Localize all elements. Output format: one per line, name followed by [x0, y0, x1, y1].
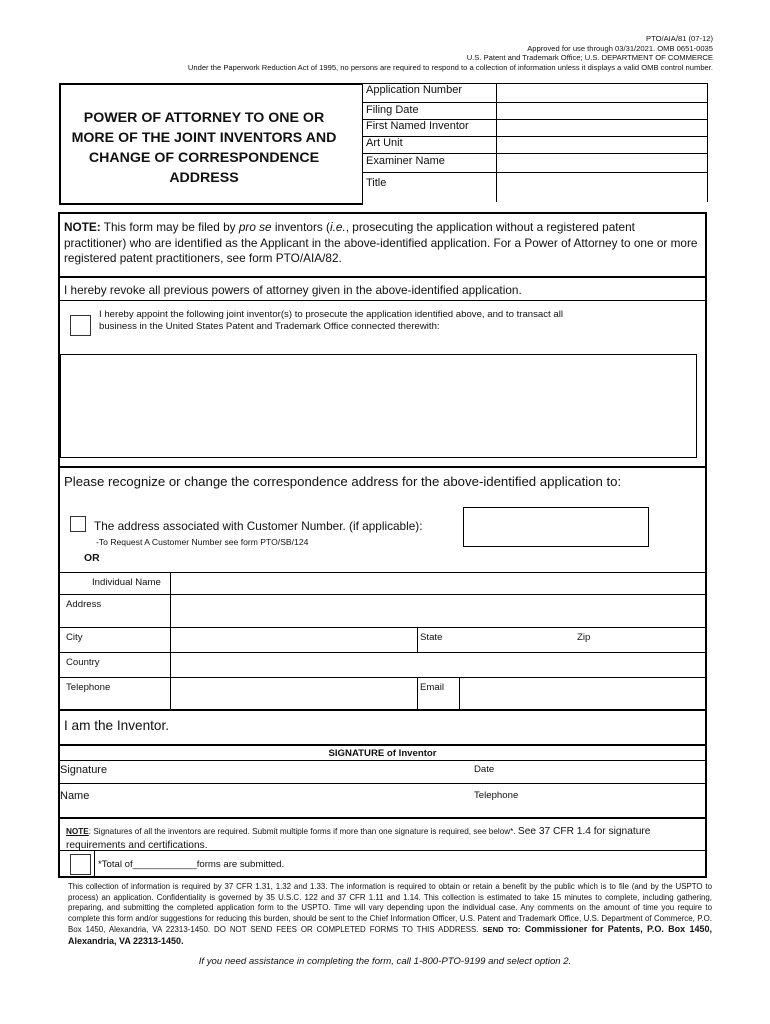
send-to-address: Commissioner for Patents, P.O. Box 1450, Alexandria, VA 22313-1450.: [68, 924, 712, 946]
revoke-statement: I hereby revoke all previous powers of attorney given in the above-identified application.: [64, 283, 522, 297]
divider: [58, 466, 707, 468]
state-label: State: [420, 632, 443, 643]
divider: [58, 850, 707, 851]
name-field[interactable]: [100, 786, 460, 806]
title-bottom-border: [59, 203, 362, 205]
title-top-border: [59, 83, 362, 85]
address-label: Address: [66, 599, 102, 610]
signer-telephone-field[interactable]: [530, 786, 705, 806]
total-forms-checkbox[interactable]: [70, 854, 91, 875]
appoint-checkbox[interactable]: [70, 315, 91, 336]
note-paragraph: NOTE: This form may be filed by pro se inventors (i.e., prosecuting the application without a registered patent practitioner) who are identified as the Applicant in the above-identified application. For a Power of Attorney to one or more registered patent practitioners, see form PTO/AIA/82.: [64, 220, 698, 265]
total-forms-blank[interactable]: ____________: [132, 859, 197, 870]
title-field[interactable]: [497, 173, 706, 202]
paperwork-notice: Under the Paperwork Reduction Act of 1995, no persons are required to respond to a collection of information unless it displays a valid OMB control number.: [187, 62, 713, 72]
telephone-label: Telephone: [66, 682, 111, 693]
total-forms-divider: [94, 850, 95, 877]
signature-heading: SIGNATURE of Inventor: [328, 748, 437, 759]
total-forms-statement: *Total of____________forms are submitted.: [98, 859, 285, 870]
form-id: PTO/AIA/81 (07-12): [646, 34, 713, 43]
art-unit-label: Art Unit: [366, 137, 403, 149]
form-header: [33, 34, 713, 72]
country-field[interactable]: [171, 653, 706, 677]
divider: [58, 709, 707, 711]
divider: [58, 300, 707, 301]
first-named-inventor-label: First Named Inventor: [366, 120, 469, 132]
signature-label: Signature: [60, 764, 108, 776]
inventor-statement: I am the Inventor.: [64, 718, 170, 733]
examiner-name-label: Examiner Name: [366, 155, 445, 167]
date-label: Date: [474, 764, 495, 775]
city-field[interactable]: [171, 628, 416, 652]
signature-field[interactable]: [120, 762, 460, 782]
agency-line: U.S. Patent and Trademark Office; U.S. DEPARTMENT OF COMMERCE: [466, 53, 713, 63]
divider: [58, 760, 707, 761]
burden-statement: This collection of information is required by 37 CFR 1.31, 1.32 and 1.33. The information is required to obtain or retain a benefit by the public which is to file (and by the USPTO to process) an application. Confidentiality is governed by 35 U.S.C. 122 and 37 CFR 1.11 and 1.14. This collection is estimated to take 15 minutes to complete, including gathering, preparing, and submitting the completed application form to the USPTO. Time will vary depending upon the individual case. Any comments on the amount of time you require to complete this form and/or suggestions for reducing this burden, should be sent to the Chief Information Officer, U.S. Patent and Trademark Office, U.S. Department of Commerce, P.O. Box 1450, Alexandria, VA 22313-1450. DO NOT SEND FEES OR COMPLETED FORMS TO THIS ADDRESS. SEND TO: Commissioner for Patents, P.O. Box 1450, Alexandria, VA 22313-1450.: [68, 882, 712, 946]
customer-number-checkbox[interactable]: [70, 516, 86, 532]
customer-number-request-note: -To Request A Customer Number see form PTO/SB/124: [96, 537, 309, 547]
date-field[interactable]: [505, 762, 705, 782]
note-lead: NOTE:: [64, 220, 101, 234]
customer-number-label: The address associated with Customer Number. (if applicable):: [94, 519, 423, 533]
art-unit-field[interactable]: [497, 137, 706, 153]
send-to-label: SEND TO:: [482, 925, 521, 935]
divider: [58, 276, 707, 278]
individual-name-label: Individual Name: [92, 577, 161, 588]
assistance-line: If you need assistance in completing the form, call 1-800-PTO-9199 and select option 2.: [198, 956, 572, 967]
application-number-field[interactable]: [497, 84, 706, 102]
name-label: Name: [60, 790, 90, 802]
zip-label: Zip: [577, 632, 591, 643]
title-label: Title: [366, 177, 387, 189]
or-label: OR: [84, 553, 100, 564]
city-state-divider: [417, 627, 418, 652]
correspondence-heading: Please recognize or change the correspondence address for the above-identified application to:: [64, 474, 622, 489]
customer-number-field[interactable]: [463, 507, 649, 547]
appoint-statement: I hereby appoint the following joint inventor(s) to prosecute the application identified above, and to transact all business in the United States Patent and Trademark Office connected therewith:: [99, 309, 563, 333]
email-field[interactable]: [460, 678, 706, 709]
telephone-email-divider: [417, 677, 418, 709]
telephone-field[interactable]: [171, 678, 416, 709]
signer-telephone-label: Telephone: [474, 790, 519, 801]
form-title: POWER OF ATTORNEY TO ONE OR MORE OF THE JOINT INVENTORS AND CHANGE OF CORRESPONDENCE ADDRESS: [71, 110, 337, 186]
zip-field[interactable]: [600, 628, 706, 652]
divider: [58, 783, 707, 784]
filing-date-label: Filing Date: [366, 104, 419, 116]
email-label: Email: [420, 682, 444, 693]
application-number-label: Application Number: [366, 84, 462, 96]
examiner-name-field[interactable]: [497, 154, 706, 172]
signature-note: NOTE: Signatures of all the inventors are required. Submit multiple forms if more than one signature is required, see below*. See 37 CFR 1.4 for signature requirements and certifications.: [66, 826, 651, 851]
omb-approval: Approved for use through 03/31/2021. OMB 0651-0035: [527, 43, 713, 53]
fields-right-border: [707, 83, 708, 202]
first-named-inventor-field[interactable]: [497, 120, 706, 136]
country-label: Country: [66, 657, 100, 668]
divider: [58, 744, 707, 746]
filing-date-field[interactable]: [497, 103, 706, 119]
state-field[interactable]: [450, 628, 570, 652]
divider: [58, 817, 707, 819]
title-left-border: [59, 83, 61, 205]
individual-name-field[interactable]: [171, 573, 706, 594]
address-field[interactable]: [171, 595, 706, 627]
appointed-inventors-box[interactable]: [60, 354, 697, 458]
city-label: City: [66, 632, 83, 643]
